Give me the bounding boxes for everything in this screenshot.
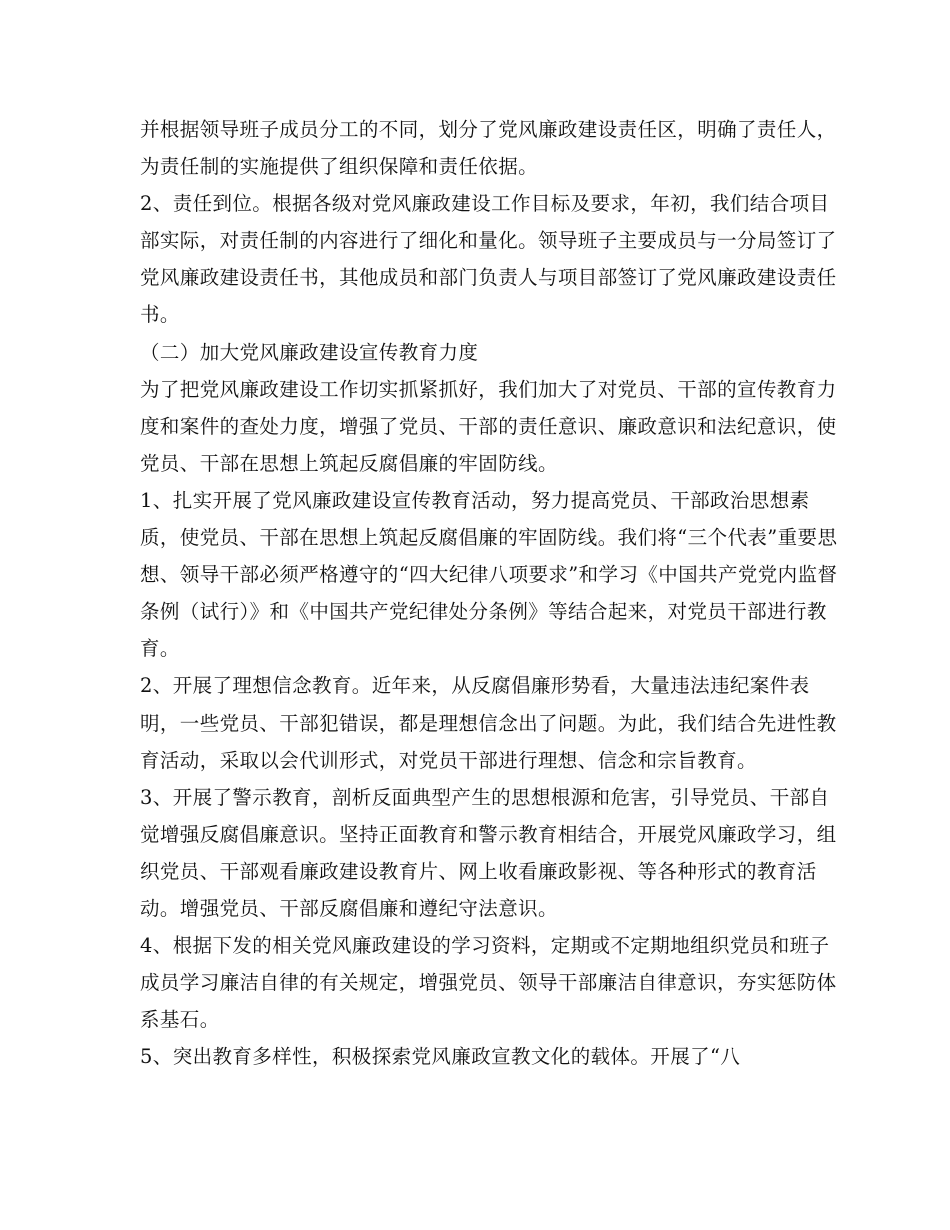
paragraph-item-4: 4、根据下发的相关党风廉政建设的学习资料，定期或不定期地组织党员和班子成员学习廉洁自律的有关规定，增强党员、领导干部廉洁自律意识，夯实惩防体系基石。 <box>140 934 837 1032</box>
paragraph-responsibility-in-place: 2、责任到位。根据各级对党风廉政建设工作目标及要求，年初，我们结合项目部实际，对责任制的内容进行了细化和量化。领导班子主要成员与一分局签订了党风廉政建设责任书，其他成员和部门负责人与项目部签订了党风廉政建设责任书。 <box>140 192 837 327</box>
section-heading-education: （二）加大党风廉政建设宣传教育力度 <box>140 340 479 364</box>
paragraph-item-5: 5、突出教育多样性，积极探索党风廉政宣教文化的载体。开展了“八 <box>140 1045 741 1069</box>
paragraph-item-1: 1、扎实开展了党风廉政建设宣传教育活动，努力提高党员、干部政治思想素质，使党员、干部在思想上筑起反腐倡廉的牢固防线。我们将“三个代表”重要思想、领导干部必须严格遵守的“四大纪律八项要求”和学习《中国共产党党内监督条例（试行）》和《中国共产党纪律处分条例》等结合起来，对党员干部进行教育。 <box>140 488 838 661</box>
paragraph-item-2: 2、开展了理想信念教育。近年来，从反腐倡廉形势看，大量违法违纪案件表明，一些党员、干部犯错误，都是理想信念出了问题。为此，我们结合先进性教育活动，采取以会代训形式，对党员干部进行理想、信念和宗旨教育。 <box>140 674 837 772</box>
paragraph-education-intro: 为了把党风廉政建设工作切实抓紧抓好，我们加大了对党员、干部的宣传教育力度和案件的查处力度，增强了党员、干部的责任意识、廉政意识和法纪意识，使党员、干部在思想上筑起反腐倡廉的牢固防线。 <box>140 377 837 475</box>
paragraph-responsibility-zones: 并根据领导班子成员分工的不同，划分了党风廉政建设责任区，明确了责任人，为责任制的实施提供了组织保障和责任依据。 <box>140 118 837 179</box>
document-body <box>140 111 840 1075</box>
paragraph-item-3: 3、开展了警示教育，剖析反面典型产生的思想根源和危害，引导党员、干部自觉增强反腐倡廉意识。坚持正面教育和警示教育相结合，开展党风廉政学习，组织党员、干部观看廉政建设教育片、网上收看廉政影视、等各种形式的教育活动。增强党员、干部反腐倡廉和遵纪守法意识。 <box>140 785 837 920</box>
